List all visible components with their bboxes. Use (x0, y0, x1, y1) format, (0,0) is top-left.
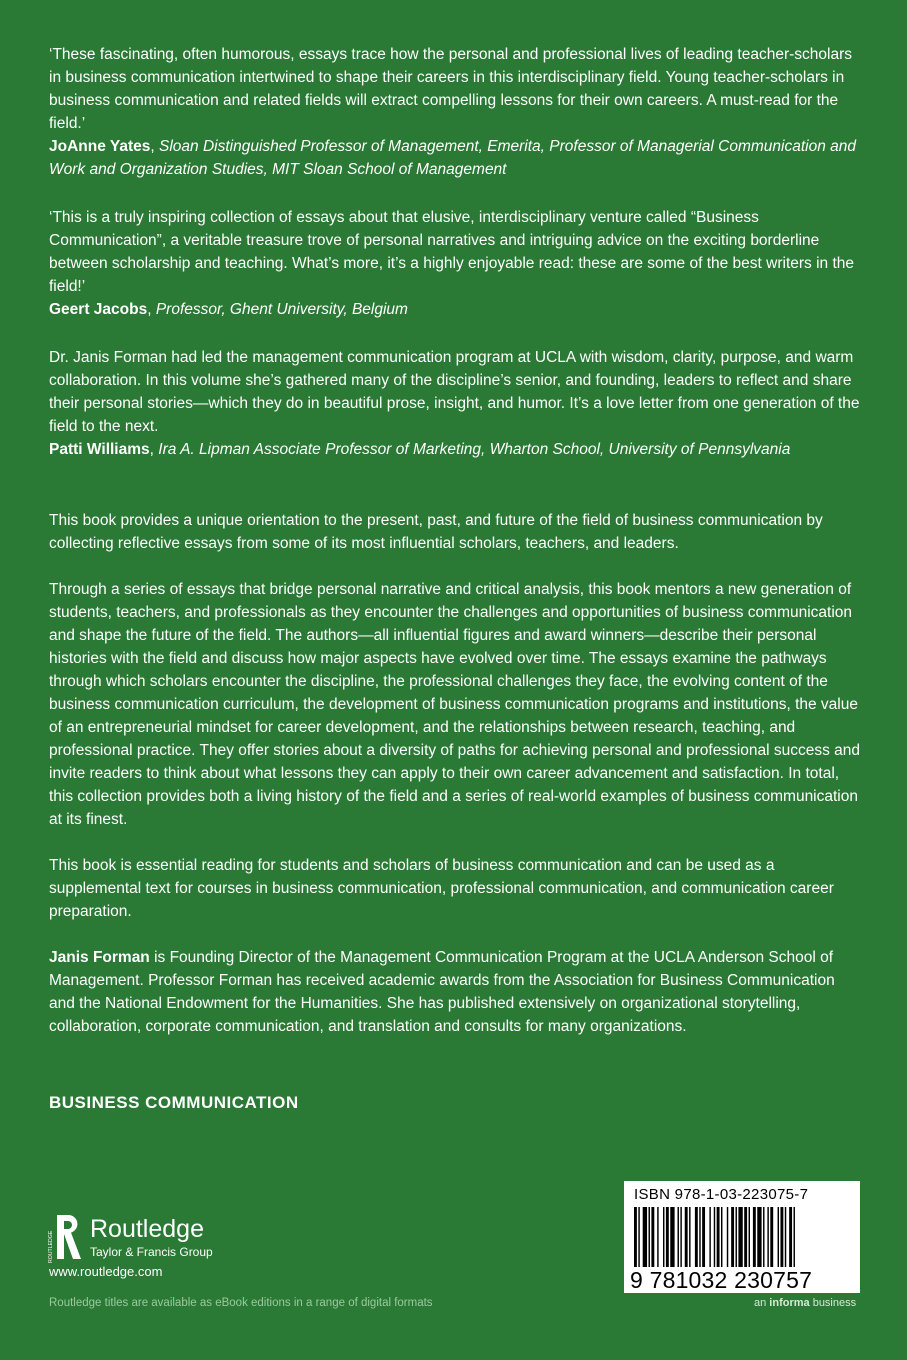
barcode-bar (699, 1207, 700, 1267)
barcode-bar (666, 1207, 669, 1267)
barcode-bar (789, 1207, 792, 1267)
author-bio-text: is Founding Director of the Management Communication Program at the UCLA Anderson School of Management. Professor Forman has received academic awards from the Association for Business Communication and the National Endowment for the Humanities. She has published extensively on organizational storytelling, collaboration, corporate communication, and translation and consults for many organizations. (49, 949, 835, 1035)
barcode-bar (643, 1207, 647, 1267)
barcode-bar (763, 1207, 764, 1267)
barcode-icon (634, 1207, 850, 1267)
informa-prefix: an (754, 1297, 770, 1309)
publisher-website[interactable]: www.routledge.com (49, 1264, 163, 1279)
endorser-title: Professor, Ghent University, Belgium (155, 301, 408, 318)
subject-category: BUSINESS COMMUNICATION (49, 1093, 299, 1112)
endorser-name: Patti Williams (49, 441, 150, 458)
endorser-title: Sloan Distinguished Professor of Management, Emerita, Professor of Managerial Communication and Work and Organization Studies, MIT Sloan School of Management (49, 138, 856, 178)
routledge-logo-icon (45, 1213, 85, 1265)
barcode-bar (738, 1207, 742, 1267)
informa-brand: informa (769, 1297, 810, 1309)
main-text (49, 43, 864, 1038)
barcode-bar (753, 1207, 756, 1267)
barcode-bar (702, 1207, 705, 1267)
ebook-note: Routledge titles are available as eBook editions in a range of digital formats (49, 1297, 433, 1309)
barcode-bar (670, 1207, 674, 1267)
informa-tagline (754, 1297, 856, 1309)
endorser-title: Ira A. Lipman Associate Professor of Marketing, Wharton School, University of Pennsylvania (158, 441, 791, 458)
barcode-bar (663, 1207, 664, 1267)
barcode-bar (757, 1207, 761, 1267)
endorsement-3: Dr. Janis Forman had led the management communication program at UCLA with wisdom, clarity, purpose, and warm collaboration. In this volume she’s gathered many of the discipline’s senior, and founding, leaders to reflect and share their personal stories—which they do in beautiful prose, insight, and humor. It’s a love letter from one generation of the field to the next. Patti Williams, Ira A. Lipman Associate Professor of Marketing, Wharton School, University of Pennsylvania (49, 349, 860, 458)
barcode-digits: 9 781032 230757 (630, 1267, 813, 1293)
blurb-paragraph-1: This book provides a unique orientation to the present, past, and future of the field of business communication by collecting reflective essays from some of its most influential scholars, teachers, and leaders. (49, 512, 823, 552)
endorsement-quote: ‘These fascinating, often humorous, essays trace how the personal and professional lives of leading teacher-scholars in business communication intertwined to shape their careers in this interdisciplinary field. Young teacher-scholars in business communication and related fields will extract compelling lessons for their own careers. A must-read for the field.’ (49, 46, 853, 132)
barcode-bar (749, 1207, 750, 1267)
barcode-bar (638, 1207, 639, 1267)
barcode-bar (727, 1207, 728, 1267)
endorsement-1: ‘These fascinating, often humorous, essays trace how the personal and professional lives of leading teacher-scholars in business communication intertwined to shape their careers in this interdisciplinary field. Young teacher-scholars in business communication and related fields will extract compelling lessons for their own careers. A must-read for the field.’ JoAnne Yates, Sloan Distinguished Professor of Management, Emerita, Professor of Managerial Communication and Work and Organization Studies, MIT Sloan School of Management (49, 46, 856, 178)
endorser-name: JoAnne Yates (49, 138, 151, 155)
blurb-paragraph-2: Through a series of essays that bridge personal narrative and critical analysis, this book mentors a new generation of students, teachers, and professionals as they encounter the challenges and opportunities of business communication and shape the future of the field. The authors—all influential figures and award winners—describe their personal histories with the field and discuss how major aspects have evolved over time. The essays examine the pathways through which scholars encounter the discipline, the professional challenges they face, the evolving content of the business communication curriculum, the development of business communication programs and institutions, the value of an entrepreneurial mindset for career development, and the relationships between research, teaching, and professional practice. They offer stories about a diversity of paths for achieving personal and professional success and invite readers to think about what lessons they can apply to their own career advancement and satisfaction. In total, this collection provides both a living history of the field and a series of real-world examples of business communication at its finest. (49, 581, 861, 828)
logo-vertical-text: ROUTLEDGE (48, 1230, 54, 1263)
barcode-bar (785, 1207, 786, 1267)
barcode-bar (657, 1207, 658, 1267)
author-name: Janis Forman (49, 949, 150, 966)
barcode-bar (780, 1207, 783, 1267)
barcode-bar (721, 1207, 722, 1267)
barcode-bar (680, 1207, 681, 1267)
barcode-bar (731, 1207, 734, 1267)
informa-suffix: business (809, 1297, 857, 1309)
barcode-bar (714, 1207, 715, 1267)
isbn-label: ISBN 978-1-03-223075-7 (634, 1186, 809, 1203)
isbn-barcode-box (624, 1181, 860, 1293)
barcode-bar (634, 1207, 637, 1267)
barcode-bar (717, 1207, 720, 1267)
barcode-bar (685, 1207, 688, 1267)
barcode-bar (689, 1207, 690, 1267)
barcode-bar (736, 1207, 737, 1267)
author-bio (49, 946, 864, 1038)
endorsement-quote: Dr. Janis Forman had led the management communication program at UCLA with wisdom, clarity, purpose, and warm collaboration. In this volume she’s gathered many of the discipline’s senior, and founding, leaders to reflect and share their personal stories—which they do in beautiful prose, insight, and humor. It’s a love letter from one generation of the field to the next. (49, 349, 860, 435)
barcode-bar (770, 1207, 773, 1267)
endorser-name: Geert Jacobs (49, 301, 148, 318)
barcode-bar (778, 1207, 779, 1267)
barcode-bar (709, 1207, 710, 1267)
barcode-bar (767, 1207, 768, 1267)
barcode-bar (651, 1207, 654, 1267)
barcode-bar (678, 1207, 679, 1267)
endorsement-2: ‘This is a truly inspiring collection of essays about that elusive, interdisciplinary venture called “Business Communication”, a veritable treasure trove of personal narratives and intriguing advice on the exciting borderline between scholarship and teaching. What’s more, it’s a highly enjoyable read: these are some of the best writers in the field!’ Geert Jacobs, Professor, Ghent University, Belgium (49, 209, 855, 318)
endorsement-quote: ‘This is a truly inspiring collection of essays about that elusive, interdisciplinary venture called “Business Communication”, a veritable treasure trove of personal narratives and intriguing advice on the exciting borderline between scholarship and teaching. What’s more, it’s a highly enjoyable read: these are some of the best writers in the field!’ (49, 209, 855, 295)
barcode-bar (649, 1207, 650, 1267)
barcode-bar (695, 1207, 698, 1267)
barcode-bar (794, 1207, 795, 1267)
barcode-bar (744, 1207, 747, 1267)
blurb-paragraph-3: This book is essential reading for students and scholars of business communication and can be used as a supplemental text for courses in business communication, professional communication, and communication career preparation. (49, 857, 834, 920)
publisher-group: Taylor & Francis Group (90, 1245, 213, 1259)
publisher-name: Routledge (90, 1215, 204, 1243)
